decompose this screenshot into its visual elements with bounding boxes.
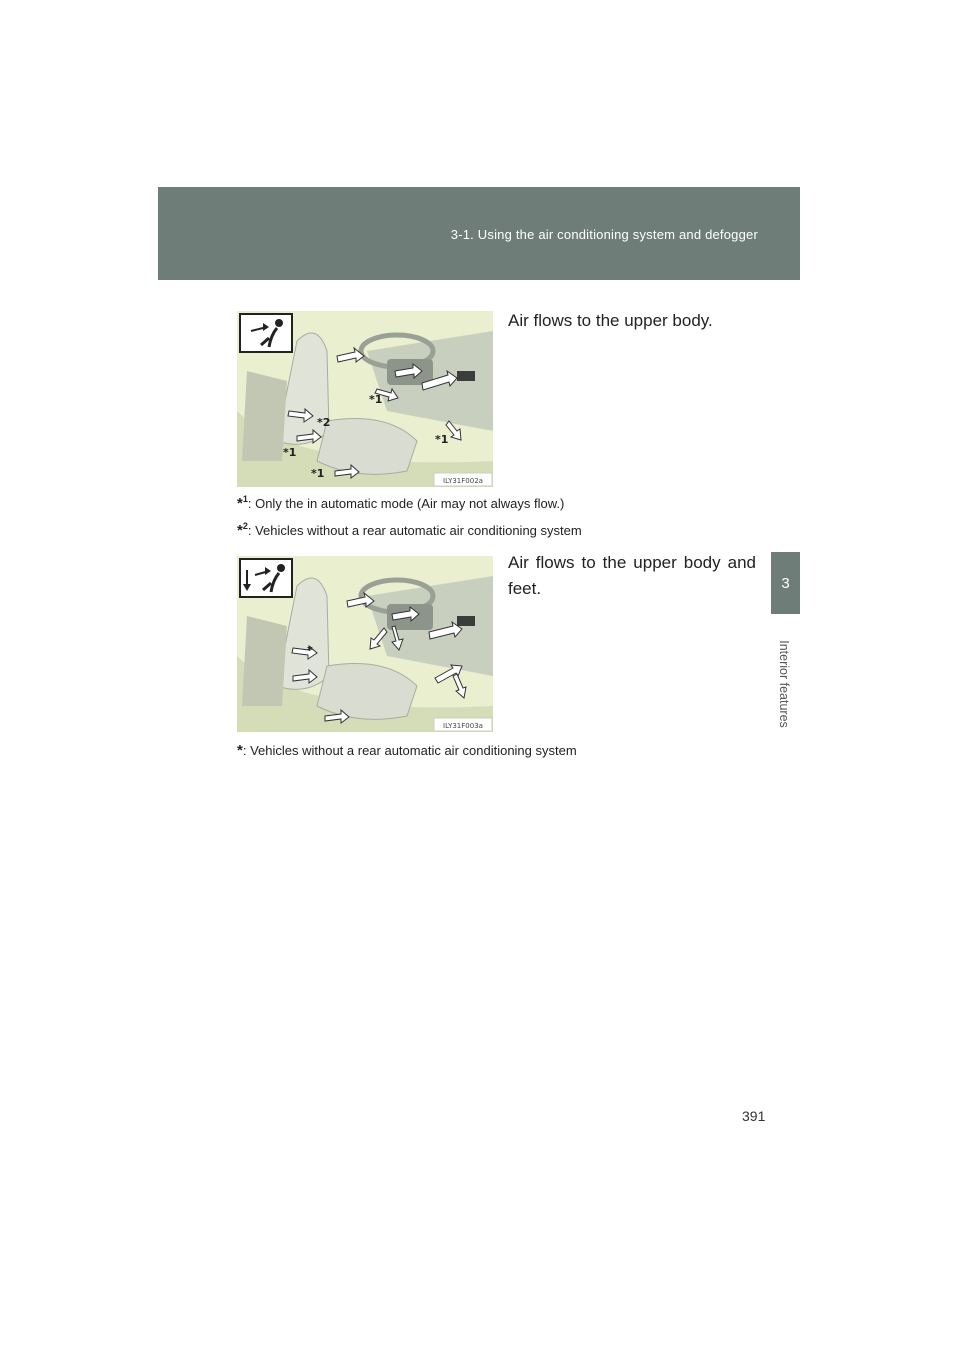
footnote bbox=[237, 741, 577, 759]
mode-description: Air flows to the upper body and feet. bbox=[508, 553, 756, 598]
face-vent-mode-icon bbox=[240, 314, 292, 352]
footnote-sup: 2 bbox=[242, 521, 248, 531]
section-title: 3-1. Using the air conditioning system and defogger bbox=[450, 227, 758, 242]
figure-marker: *1 bbox=[311, 467, 325, 480]
figure-marker: * bbox=[307, 644, 313, 657]
figure-code: ILY31F003a bbox=[443, 722, 483, 730]
footnote-mark: * bbox=[237, 742, 243, 759]
footnote-mark: * bbox=[237, 522, 243, 539]
figure-marker: *2 bbox=[317, 416, 331, 429]
footnote bbox=[237, 494, 564, 512]
car-interior-illustration bbox=[237, 556, 493, 732]
footnote-text: : Vehicles without a rear automatic air conditioning system bbox=[247, 523, 582, 538]
chapter-title-label bbox=[769, 634, 799, 734]
figure-marker: *1 bbox=[369, 393, 383, 406]
footnote-sup: 1 bbox=[242, 494, 248, 504]
bi-level-vent-mode-icon bbox=[240, 559, 292, 597]
footnote bbox=[237, 521, 582, 539]
car-interior-illustration bbox=[237, 311, 493, 487]
chapter-number-tab: 3 bbox=[771, 552, 800, 614]
footnote-mark: * bbox=[237, 495, 243, 512]
page-number: 391 bbox=[742, 1108, 766, 1124]
figure-marker: *1 bbox=[283, 446, 297, 459]
header-band bbox=[158, 187, 800, 280]
figure-code: ILY31F002a bbox=[443, 477, 483, 485]
figure-face-mode bbox=[237, 311, 493, 487]
figure-marker: *1 bbox=[435, 433, 449, 446]
footnote-text: : Only the in automatic mode (Air may not always flow.) bbox=[247, 496, 565, 511]
figure-bilevel-mode bbox=[237, 556, 493, 732]
mode-description: Air flows to the upper body. bbox=[508, 311, 713, 330]
chapter-title-text: Interior features bbox=[777, 640, 792, 728]
footnote-text: : Vehicles without a rear automatic air conditioning system bbox=[242, 743, 577, 758]
